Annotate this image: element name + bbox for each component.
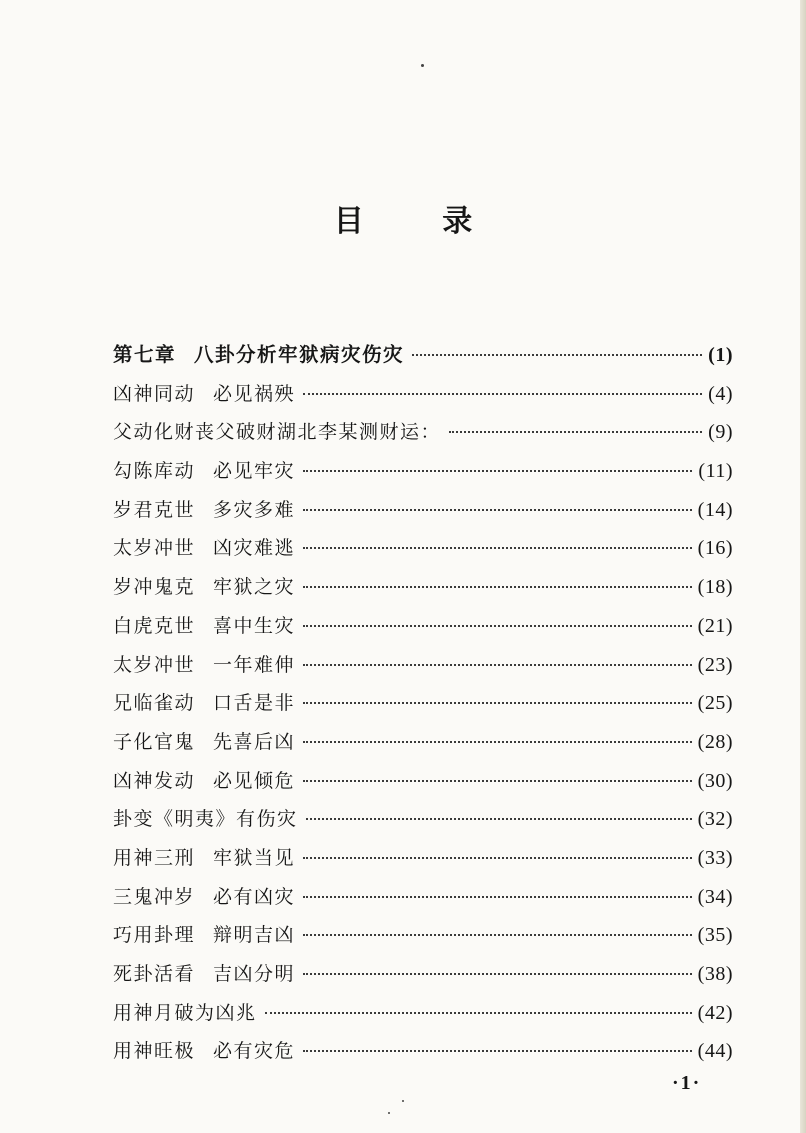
toc-entry-title-part: 太岁冲世: [113, 653, 196, 676]
dot-leader: [303, 780, 692, 782]
toc-entry-title-part: 子化官鬼: [113, 730, 196, 753]
toc-entry-title-part: 兄临雀动: [113, 692, 196, 715]
toc-entry[interactable]: [113, 646, 733, 685]
toc-entry[interactable]: [113, 878, 733, 917]
dot-leader: [303, 896, 692, 898]
toc-entry-title: [113, 762, 295, 801]
toc-entry-title: [113, 878, 295, 917]
dot-leader: [265, 1012, 692, 1014]
toc-entry-title: [113, 452, 295, 491]
toc-entry[interactable]: [113, 413, 733, 452]
dot-leader: [303, 857, 692, 859]
toc-entry[interactable]: [113, 491, 733, 530]
toc-entry-page-number: (34): [697, 885, 733, 908]
toc-entry-title-part: 死卦活看: [113, 963, 196, 985]
toc-entry-title-part: 牢狱之灾: [213, 576, 296, 599]
toc-entry-title: [113, 646, 295, 685]
toc-entry-title-part: 凶灾难逃: [213, 537, 296, 560]
toc-entry[interactable]: [113, 916, 733, 955]
dot-leader: [303, 973, 692, 975]
toc-entry-title: [113, 607, 295, 646]
toc-entry-title-part: 多灾多难: [213, 498, 296, 521]
toc-entry-page-number: (28): [697, 730, 733, 753]
page-edge: [800, 0, 806, 1133]
toc-entry-page-number: (21): [697, 614, 733, 637]
toc-entry[interactable]: [113, 529, 733, 568]
toc-entry-title-part: 父动化财丧父破财湖北李某测财运：: [113, 421, 442, 444]
toc-entry-title-part: 辩明吉凶: [213, 924, 296, 947]
toc-entry-page-number: (9): [708, 421, 733, 444]
toc-entry-title-part: 牢狱当见: [213, 846, 296, 869]
dot-leader: [306, 818, 692, 820]
toc-entry-title-part: 一年难伸: [213, 653, 296, 676]
toc-entry-title-part: 第七章: [113, 343, 177, 366]
dot-leader: [303, 547, 692, 549]
toc-entry-title-part: 必有灾危: [213, 1040, 296, 1063]
toc-entry-title: [113, 529, 295, 568]
toc-entry-title-part: 用神月破为凶兆: [113, 1001, 257, 1024]
toc-entry-title: [113, 491, 295, 530]
toc-entry-title: [113, 839, 295, 878]
table-of-contents: [113, 336, 733, 1071]
toc-entry-title-part: 白虎克世: [113, 614, 196, 637]
toc-entry-title-part: 喜中生灾: [213, 614, 296, 637]
dot-leader: [412, 354, 702, 356]
page-number: ·1·: [672, 1072, 702, 1094]
toc-entry[interactable]: [113, 568, 733, 607]
dot-leader: [303, 741, 692, 743]
toc-entry-title-part: 用神旺极: [113, 1040, 196, 1063]
toc-entry-title-part: 岁冲鬼克: [113, 576, 196, 599]
dot-leader: [303, 509, 692, 511]
toc-entry-title-part: 八卦分析牢狱病灾伤灾: [194, 343, 405, 366]
dot-leader: [449, 431, 702, 433]
toc-entry[interactable]: [113, 375, 733, 414]
toc-entry-page-number: (38): [697, 963, 733, 985]
toc-entry[interactable]: [113, 762, 733, 801]
toc-entry[interactable]: [113, 839, 733, 878]
toc-entry-page-number: (23): [697, 653, 733, 676]
toc-entry-title-part: 勾陈库动: [113, 460, 196, 483]
toc-entry-title-part: 巧用卦理: [113, 924, 196, 947]
dot-leader: [303, 934, 692, 936]
page-title: 目 录: [333, 204, 507, 239]
toc-entry-title: [113, 800, 298, 839]
print-speck: [388, 1112, 390, 1114]
toc-entry-title: [113, 1032, 295, 1071]
toc-entry-title-part: 凶神发动: [113, 769, 196, 792]
toc-entry[interactable]: [113, 994, 733, 1033]
toc-entry-page-number: (4): [708, 382, 733, 405]
toc-entry-title-part: 岁君克世: [113, 498, 196, 521]
toc-entry[interactable]: [113, 1032, 733, 1071]
toc-entry-title: [113, 568, 295, 607]
toc-entry-page-number: (30): [697, 769, 733, 792]
toc-entry-title: [113, 994, 257, 1033]
toc-entry[interactable]: [113, 955, 733, 994]
toc-entry-page-number: (18): [697, 576, 733, 599]
toc-entry-title-part: 吉凶分明: [213, 963, 296, 985]
toc-entry-page-number: (35): [697, 924, 733, 947]
toc-entry[interactable]: [113, 607, 733, 646]
toc-entry-title: [113, 955, 295, 994]
toc-entry-title-part: 凶神同动: [113, 382, 196, 405]
toc-entry-page-number: (14): [697, 498, 733, 521]
toc-entry-page-number: (1): [708, 344, 733, 366]
toc-entry-title-part: 先喜后凶: [213, 730, 296, 753]
toc-entry-page-number: (32): [697, 808, 733, 831]
toc-entry-title: [113, 413, 441, 452]
toc-entry-title-part: 太岁冲世: [113, 537, 196, 560]
toc-entry-title: [113, 684, 295, 723]
dot-leader: [303, 625, 692, 627]
dot-leader: [303, 586, 692, 588]
dot-leader: [303, 470, 692, 472]
toc-entry-page-number: (25): [697, 692, 733, 715]
print-speck: [421, 64, 424, 67]
dot-leader: [303, 702, 692, 704]
toc-entry-page-number: (16): [697, 537, 733, 560]
toc-entry-title-part: 用神三刑: [113, 846, 196, 869]
toc-entry-title-part: 卦变《明夷》有伤灾: [113, 808, 298, 831]
toc-entry-title: [113, 916, 295, 955]
toc-entry-title: [113, 336, 404, 375]
toc-entry-title-part: 必有凶灾: [213, 885, 296, 908]
dot-leader: [303, 1050, 692, 1052]
toc-entry-page-number: (11): [698, 460, 733, 483]
toc-entry-page-number: (42): [697, 1001, 733, 1024]
dot-leader: [303, 664, 692, 666]
toc-entry-title-part: 三鬼冲岁: [113, 885, 196, 908]
toc-entry[interactable]: [113, 684, 733, 723]
toc-entry-title-part: 必见倾危: [213, 769, 296, 792]
toc-entry-title: [113, 375, 295, 414]
toc-chapter-entry[interactable]: [113, 336, 733, 375]
toc-entry-title-part: 必见牢灾: [213, 460, 296, 483]
toc-entry[interactable]: [113, 723, 733, 762]
toc-entry-title-part: 口舌是非: [213, 692, 296, 715]
toc-entry-page-number: (33): [697, 846, 733, 869]
dot-leader: [303, 393, 702, 395]
toc-entry[interactable]: [113, 800, 733, 839]
toc-entry-title: [113, 723, 295, 762]
toc-entry-title-part: 必见祸殃: [213, 382, 296, 405]
toc-entry-page-number: (44): [697, 1040, 733, 1063]
print-speck: [402, 1100, 404, 1102]
toc-entry[interactable]: [113, 452, 733, 491]
